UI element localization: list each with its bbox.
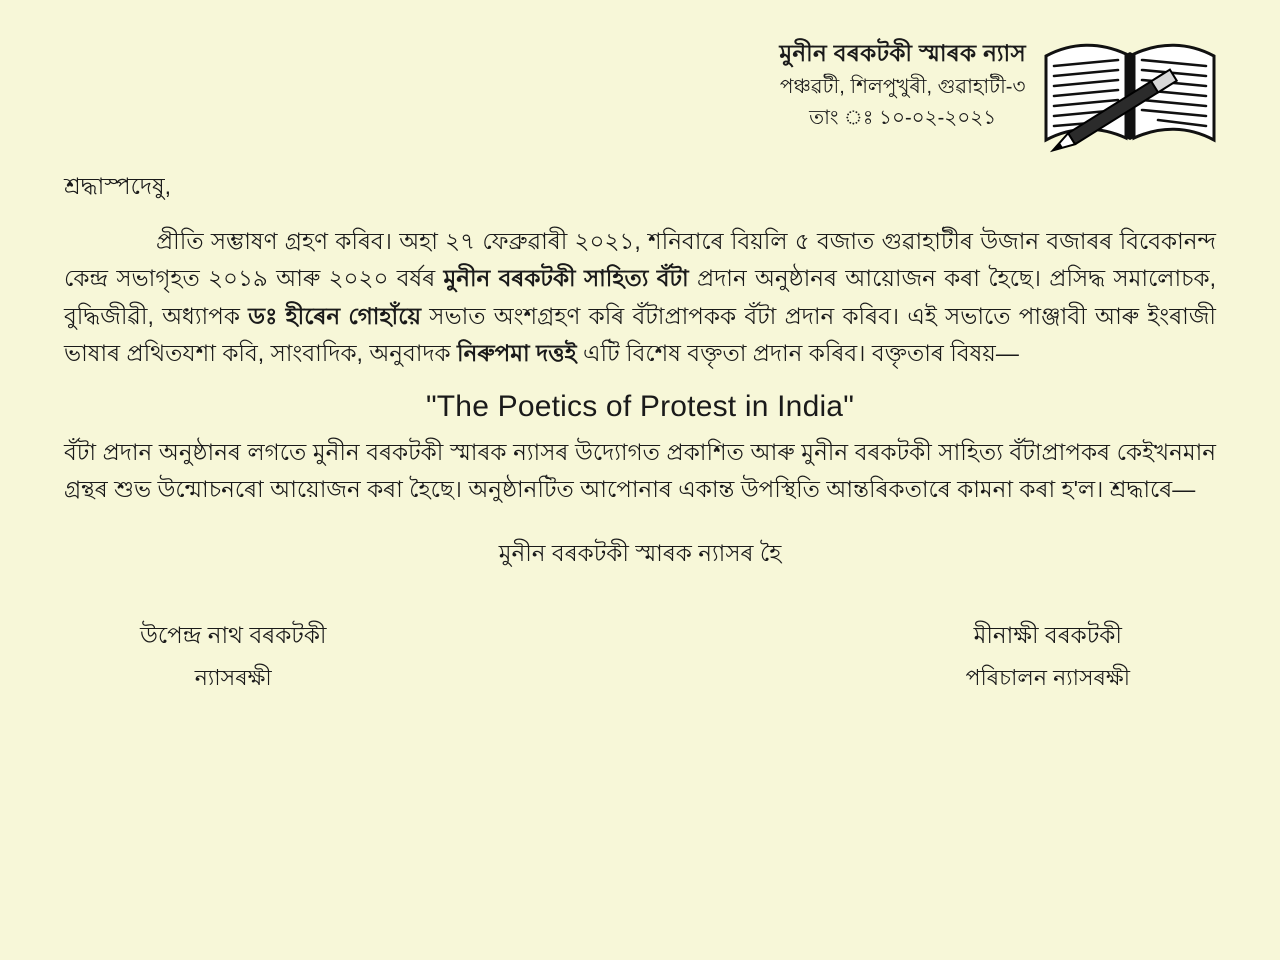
paragraph-one-part4: এটি বিশেষ বক্তৃতা প্ৰদান কৰিব। বক্তৃতাৰ বিষয়— — [576, 339, 1019, 366]
organization-name: মুনীন বৰকটকী স্মাৰক ন্যাস — [779, 40, 1026, 66]
signature-right — [966, 614, 1130, 699]
organization-address: পঞ্চৱটী, শিলপুখুৰী, গুৱাহাটী-৩ — [779, 75, 1026, 98]
signature-left — [140, 614, 327, 699]
signoff-line: মুনীন বৰকটকী স্মাৰক ন্যাসৰ হৈ — [498, 539, 782, 566]
paragraph-one — [64, 223, 1216, 372]
highlight-chief-guest: ডঃ হীৰেন গোহাঁয়ে — [248, 302, 422, 329]
highlight-award-name: মুনীন বৰকটকী সাহিত্য বঁটা — [443, 265, 689, 292]
signature-right-role: পৰিচালন ন্যাসৰক্ষী — [965, 665, 1130, 691]
letterhead — [0, 0, 1280, 154]
paragraph-two: বঁটা প্ৰদান অনুষ্ঠানৰ লগতে মুনীন বৰকটকী স্মাৰক ন্যাসৰ উদ্যোগত প্ৰকাশিত আৰু মুনীন বৰকটকী সাহিত্য বঁটাপ্ৰাপকৰ কেইখনমান গ্ৰন্থৰ শুভ উন্মোচনৰো আয়োজন কৰা হৈছে। অনুষ্ঠানটিত আপোনাৰ একান্ত উপস্থিতি আন্তৰিকতাৰে কামনা কৰা হ'ল। শ্ৰদ্ধাৰে— — [64, 439, 1216, 503]
salutation: শ্ৰদ্ধাস্পদেষু, — [64, 173, 172, 199]
letterhead-text-block — [779, 26, 1040, 134]
open-book-with-pen-icon — [1040, 26, 1220, 154]
letter-date: তাং ঃ ১০-০২-২০২১ — [809, 106, 997, 129]
signature-left-role: ন্যাসৰক্ষী — [194, 665, 272, 691]
paragraph-one-part2: প্ৰদান অনুষ্ঠানৰ আয়োজন কৰা হৈছে। প্ৰসিদ্ধ সমালোচক, বুদ্ধিজীৱী, অধ্যাপক — [64, 265, 1217, 329]
signature-left-name: উপেন্দ্ৰ নাথ বৰকটকী — [140, 621, 327, 648]
paragraph-one-part3: সভাত অংশগ্ৰহণ কৰি বঁটাপ্ৰাপকক বঁটা প্ৰদান কৰিব। এই সভাতে পাঞ্জাবী আৰু ইংৰাজী ভাষাৰ প্ৰথিতযশা কবি, সাংবাদিক, অনুবাদক — [64, 302, 1216, 366]
signature-block — [120, 614, 1160, 699]
highlight-speaker: নিৰুপমা দত্তই — [457, 339, 577, 366]
speech-title: "The Poetics of Protest in India" — [425, 390, 855, 423]
paragraph-one-part1: প্ৰীতি সম্ভাষণ গ্ৰহণ কৰিব। অহা ২৭ ফেব্ৰুৱাৰী ২০২১, শনিবাৰে বিয়লি ৫ বজাত গুৱাহাটীৰ উজান বজাৰৰ বিবেকানন্দ কেন্দ্ৰ সভাগৃহত ২০১৯ আৰু ২০২০ বৰ্ষৰ — [64, 228, 1216, 292]
signature-right-name: মীনাক্ষী বৰকটকী — [973, 621, 1122, 648]
